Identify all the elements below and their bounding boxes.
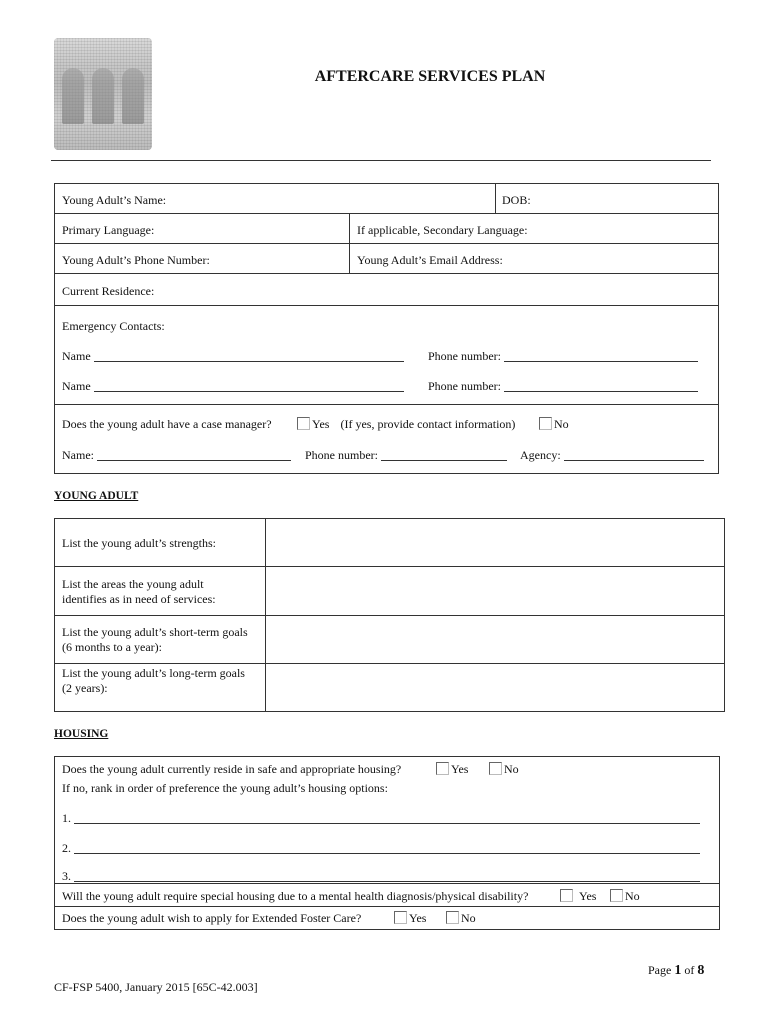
yes-label: Yes xyxy=(451,762,469,776)
option-number: 3. xyxy=(62,869,71,883)
emergency-contact-2 xyxy=(62,379,404,394)
no-label: No xyxy=(504,762,519,776)
short-term-label-line1: List the young adult’s short-term goals xyxy=(62,625,248,639)
contact-name-field[interactable] xyxy=(94,350,404,362)
housing-option-2-field[interactable] xyxy=(74,842,700,854)
strengths-field[interactable] xyxy=(266,519,724,566)
special-housing-yes-checkbox[interactable] xyxy=(560,889,573,902)
housing-option-2 xyxy=(62,841,700,856)
form-id: CF-FSP 5400, January 2015 [65C-42.003] xyxy=(54,980,258,994)
safe-housing-question: Does the young adult currently reside in safe and appropriate housing? xyxy=(62,762,402,776)
long-term-label-line2: (2 years): xyxy=(62,681,108,695)
contact-phone-label: Phone number: xyxy=(428,349,501,363)
secondary-language-label: If applicable, Secondary Language: xyxy=(357,223,528,237)
contact-phone-field[interactable] xyxy=(504,380,698,392)
case-manager-phone xyxy=(305,448,507,463)
name-label: Young Adult’s Name: xyxy=(62,193,167,207)
rank-instruction: If no, rank in order of preference the young adult’s housing options: xyxy=(62,781,388,795)
option-number: 2. xyxy=(62,841,71,855)
cm-name-field[interactable] xyxy=(97,449,291,461)
emergency-contact-1 xyxy=(62,349,404,364)
cm-phone-label: Phone number: xyxy=(305,448,378,462)
foster-care-yes xyxy=(394,911,426,926)
no-label: No xyxy=(625,889,640,903)
residence-label: Current Residence: xyxy=(62,284,155,298)
page-number xyxy=(648,963,704,979)
page-of: of xyxy=(684,963,695,977)
safe-housing-yes xyxy=(436,762,468,777)
foster-care-yes-checkbox[interactable] xyxy=(394,911,407,924)
long-term-label-line1: List the young adult’s long-term goals xyxy=(62,666,245,680)
strengths-label: List the young adult’s strengths: xyxy=(62,536,216,550)
yes-label: Yes xyxy=(409,911,427,925)
primary-language-label: Primary Language: xyxy=(62,223,155,237)
email-label: Young Adult’s Email Address: xyxy=(357,253,503,267)
young-adult-section-title: YOUNG ADULT xyxy=(54,490,139,502)
no-label: No xyxy=(554,417,569,431)
page-current: 1 xyxy=(674,963,682,978)
no-label: No xyxy=(461,911,476,925)
cm-phone-field[interactable] xyxy=(381,449,507,461)
special-housing-no-checkbox[interactable] xyxy=(610,889,623,902)
page-total: 8 xyxy=(697,963,705,978)
case-manager-question: Does the young adult have a case manager? xyxy=(62,417,272,431)
case-manager-no xyxy=(539,417,569,432)
needs-label-line1: List the areas the young adult xyxy=(62,577,204,591)
short-term-label-line2: (6 months to a year): xyxy=(62,640,162,654)
contact-name-label: Name xyxy=(62,349,91,363)
needs-field[interactable] xyxy=(266,567,724,615)
foster-care-no xyxy=(446,911,476,926)
short-term-field[interactable] xyxy=(266,616,724,663)
housing-option-3 xyxy=(62,869,700,884)
case-manager-yes-checkbox[interactable] xyxy=(297,417,310,430)
case-manager-name xyxy=(62,448,291,463)
contact-name-field[interactable] xyxy=(94,380,404,392)
special-housing-question: Will the young adult require special housing due to a mental health diagnosis/physical disability? xyxy=(62,889,529,903)
foster-care-question: Does the young adult wish to apply for Extended Foster Care? xyxy=(62,911,362,925)
yes-label: Yes xyxy=(579,889,597,903)
housing-option-3-field[interactable] xyxy=(74,870,700,882)
contact-phone-label: Phone number: xyxy=(428,379,501,393)
page-title: AFTERCARE SERVICES PLAN xyxy=(314,68,546,85)
housing-option-1 xyxy=(62,811,700,826)
cm-name-label: Name: xyxy=(62,448,94,462)
contact-phone-field[interactable] xyxy=(504,350,698,362)
special-housing-no xyxy=(610,889,640,904)
case-manager-yes xyxy=(297,417,515,432)
housing-section-title: HOUSING xyxy=(54,728,109,740)
contact-name-label: Name xyxy=(62,379,91,393)
cm-agency-field[interactable] xyxy=(564,449,704,461)
emergency-contacts-label: Emergency Contacts: xyxy=(62,319,165,333)
dob-label: DOB: xyxy=(502,193,531,207)
safe-housing-no-checkbox[interactable] xyxy=(489,762,502,775)
case-manager-no-checkbox[interactable] xyxy=(539,417,552,430)
yes-note: (If yes, provide contact information) xyxy=(340,417,516,431)
safe-housing-no xyxy=(489,762,519,777)
emergency-phone-2 xyxy=(428,379,698,394)
emergency-phone-1 xyxy=(428,349,698,364)
housing-option-1-field[interactable] xyxy=(74,812,700,824)
case-manager-agency xyxy=(520,448,704,463)
cm-agency-label: Agency: xyxy=(520,448,561,462)
long-term-field[interactable] xyxy=(266,664,724,711)
yes-label: Yes xyxy=(312,417,330,431)
page-prefix: Page xyxy=(648,963,672,977)
safe-housing-yes-checkbox[interactable] xyxy=(436,762,449,775)
foster-care-no-checkbox[interactable] xyxy=(446,911,459,924)
needs-label-line2: identifies as in need of services: xyxy=(62,592,216,606)
option-number: 1. xyxy=(62,811,71,825)
agency-logo xyxy=(54,38,152,150)
header-divider xyxy=(51,160,711,161)
phone-label: Young Adult’s Phone Number: xyxy=(62,253,210,267)
special-housing-yes xyxy=(560,889,596,904)
